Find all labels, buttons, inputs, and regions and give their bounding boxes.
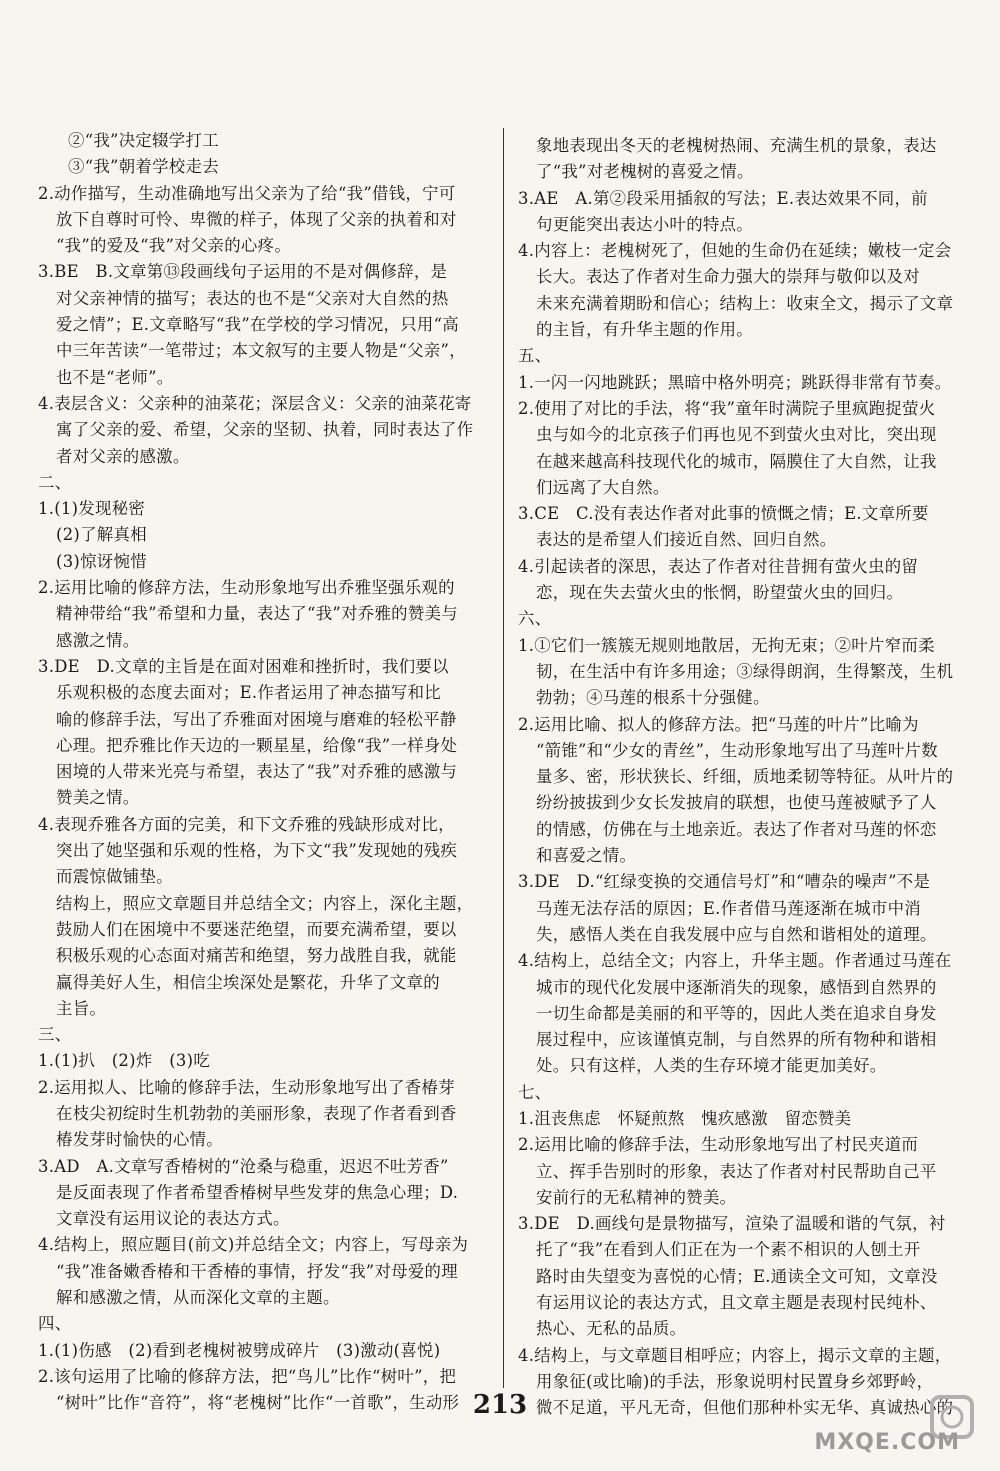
right-text-line: 4.引起读者的深思，表达了作者对往昔拥有萤火虫的留 xyxy=(518,556,919,576)
watermark-text: MXQE.COM xyxy=(814,1430,960,1455)
right-text-line: 微不足道，平凡无奇，但他们那种朴实无华、真诚热心的 xyxy=(536,1398,954,1418)
left-text-line: 放下自尊时可怜、卑微的样子，体现了父亲的执着和对 xyxy=(56,209,457,229)
left-text-line: 1.(1)扒 (2)炸 (3)吃 xyxy=(38,1051,211,1071)
left-text-line: 也不是“老师”。 xyxy=(56,367,174,387)
right-text-line: 1.一闪一闪地跳跃；黑暗中格外明亮；跳跃得非常有节奏。 xyxy=(518,372,952,392)
left-text-line: 积极乐观的心态面对痛苦和绝望，努力战胜自我，就能 xyxy=(56,946,457,966)
left-text-line: 2.该句运用了比喻的修辞方法，把“鸟儿”比作“树叶”，把 xyxy=(38,1366,457,1386)
right-text-line: 马莲无法存活的原因；E.作者借马莲逐渐在城市中消 xyxy=(536,898,921,918)
right-text-line: 处。只有这样，人类的生存环境才能更加美好。 xyxy=(536,1056,887,1076)
left-text-line: 乐观积极的态度去面对；E.作者运用了神态描写和比 xyxy=(56,683,441,703)
right-text-line: 4.结构上，总结全文；内容上，升华主题。作者通过马莲在 xyxy=(518,951,952,971)
right-text-line: 了“我”对老槐树的喜爱之情。 xyxy=(536,162,754,182)
left-text-line: 3.AD A.文章写香椿树的“沧桑与稳重，迟迟不吐芳香” xyxy=(38,1156,449,1176)
left-text-line: 1.(1)伤感 (2)看到老槐树被劈成碎片 (3)激动(喜悦) xyxy=(38,1340,441,1360)
right-text-line: 六、 xyxy=(518,609,552,629)
left-text-line: 突出了她坚强和乐观的性格，为下文“我”发现她的残疾 xyxy=(56,841,458,861)
right-text-line: 用象征(或比喻)的手法，形象说明村民置身乡郊野岭， xyxy=(536,1371,934,1391)
left-text-line: 文章没有运用议论的表达方式。 xyxy=(56,1209,290,1229)
right-text-line: 有运用议论的表达方式，且文章主题是表现村民纯朴、 xyxy=(536,1293,937,1313)
right-text-line: 2.运用比喻的修辞手法，生动形象地写出了村民夹道而 xyxy=(518,1135,919,1155)
right-text-line: 3.DE D.画线句是景物描写，渲染了温暖和谐的气氛，衬 xyxy=(518,1214,946,1234)
right-text-line: 表达的是希望人们接近自然、回归自然。 xyxy=(536,530,837,550)
left-text-line: 精神带给“我”希望和力量，表达了“我”对乔雅的赞美与 xyxy=(56,604,458,624)
right-text-line: 勃勃；④马莲的根系十分强健。 xyxy=(536,688,770,708)
right-text-line: 城市的现代化发展中逐渐消失的现象，感悟到自然界的 xyxy=(536,977,937,997)
left-text-line: (2)了解真相 xyxy=(56,525,147,545)
left-text-line: “我”的爱及“我”对父亲的心疼。 xyxy=(56,236,292,256)
left-text-line: ②“我”决定辍学打工 xyxy=(68,131,219,150)
left-text-line: 鼓励人们在困境中不要迷茫绝望，而要充满希望，要以 xyxy=(56,919,457,939)
left-text-line: 二、 xyxy=(38,472,72,492)
right-text-line: 2.使用了对比的手法，将“我”童年时满院子里疯跑捉萤火 xyxy=(518,398,936,418)
left-text-line: 3.DE D.文章的主旨是在面对困难和挫折时，我们要以 xyxy=(38,656,449,676)
left-text-line: 3.BE B.文章第⑬段画线句子运用的不是对偶修辞，是 xyxy=(38,262,448,282)
left-text-line: 主旨。 xyxy=(56,998,107,1018)
left-text-line: 是反面表现了作者希望香椿树早些发芽的焦急心理；D. xyxy=(56,1182,459,1202)
right-text-line: 3.AE A.第②段采用插叙的写法；E.表达效果不同，前 xyxy=(518,188,928,208)
left-text-line: 者对父亲的感激。 xyxy=(56,446,190,466)
left-text-line: 而震惊做铺垫。 xyxy=(56,867,173,887)
left-text-line: 4.表层含义：父亲种的油菜花；深层含义：父亲的油菜花寄 xyxy=(38,393,472,413)
right-text-line: 失，感悟人类在自我发展中应与自然和谐相处的道理。 xyxy=(536,924,937,944)
right-text-line: 们远离了大自然。 xyxy=(536,477,670,497)
left-text-line: “我”准备嫩香椿和干香椿的事情，抒发“我”对母爱的理 xyxy=(56,1261,458,1281)
right-text-line: 立、挥手告别时的形象，表达了作者对村民帮助自己平 xyxy=(536,1161,937,1181)
left-text-line: 对父亲神情的描写；表达的也不是“父亲对大自然的热 xyxy=(56,288,449,308)
page-number: 213 xyxy=(472,1390,528,1420)
right-text-line: 的主旨，有升华主题的作用。 xyxy=(536,320,753,340)
left-text-line: 2.运用拟人、比喻的修辞手法，生动形象地写出了香椿芽 xyxy=(38,1077,455,1097)
right-text-line: 1.①它们一簇簇无规则地散居，无拘无束；②叶片窄而柔 xyxy=(518,635,935,655)
right-text-line: 和喜爱之情。 xyxy=(536,846,637,866)
column-divider xyxy=(503,128,504,1388)
left-text-line: 三、 xyxy=(38,1025,72,1045)
left-text-line: 寓了父亲的爱、希望，父亲的坚韧、执着，同时表达了作 xyxy=(56,420,474,440)
right-text-line: 长大。表达了作者对生命力强大的崇拜与敬仰以及对 xyxy=(536,267,920,287)
left-text-line: 赞美之情。 xyxy=(56,788,140,808)
right-text-line: 五、 xyxy=(518,346,552,366)
right-text-line: 在越来越高科技现代化的城市，隔膜住了大自然，让我 xyxy=(536,451,937,471)
left-text-line: 4.表现乔雅各方面的完美，和下文乔雅的残缺形成对比， xyxy=(38,814,455,834)
right-text-line: 七、 xyxy=(518,1082,552,1102)
watermark-logo xyxy=(782,1389,982,1459)
right-column xyxy=(518,133,980,1422)
right-text-line: 的情感，仿佛在与土地亲近。表达了作者对马莲的怀恋 xyxy=(536,819,937,839)
right-text-line: 量多、密，形状狭长、纤细，质地柔韧等特征。从叶片的 xyxy=(536,767,954,787)
left-text-line: 解和感激之情，从而深化文章的主题。 xyxy=(56,1288,340,1308)
right-text-line: 纷纷披拔到少女长发披肩的联想，也使马莲被赋予了人 xyxy=(536,793,937,813)
left-text-line: 爱之情”；E.文章略写“我”在学校的学习情况，只用“高 xyxy=(56,315,459,335)
left-text-line: 结构上，照应文章题目并总结全文；内容上，深化主题， xyxy=(56,893,474,913)
left-text-line: 2.动作描写，生动准确地写出父亲为了给“我”借钱，宁可 xyxy=(38,183,456,203)
right-text-line: 路时由失望变为喜悦的心情；E.通读全文可知，文章没 xyxy=(536,1266,938,1286)
left-text-line: 困境的人带来光亮与希望，表达了“我”对乔雅的感激与 xyxy=(56,762,458,782)
left-text-line: 中三年苦读”一笔带过；本文叙写的主要人物是“父亲”， xyxy=(56,341,466,361)
left-text-line: 赢得美好人生，相信尘埃深处是繁花，升华了文章的 xyxy=(56,972,440,992)
right-text-line: “箭锥”和“少女的青丝”，生动形象地写出了马莲叶片数 xyxy=(536,740,938,760)
right-text-line: 象地表现出冬天的老槐树热闹、充满生机的景象，表达 xyxy=(536,136,937,155)
right-text-line: 虫与如今的北京孩子们再也见不到萤火虫对比，突出现 xyxy=(536,425,937,445)
right-text-line: 展过程中，应该谨慎克制，与自然界的所有物种和谐相 xyxy=(536,1030,937,1050)
left-text-line: 4.结构上，照应题目(前文)并总结全文；内容上，写母亲为 xyxy=(38,1235,469,1255)
left-text-line: 1.(1)发现秘密 xyxy=(38,499,146,519)
left-text-line: 感激之情。 xyxy=(56,630,140,650)
right-text-line: 韧，在生活中有许多用途；③绿得朗润，生得繁茂，生机 xyxy=(536,661,954,681)
left-text-line: (3)惊讶惋惜 xyxy=(56,551,147,571)
right-text-line: 恋，现在失去萤火虫的怅惘，盼望萤火虫的回归。 xyxy=(536,583,904,603)
left-text-line: ③“我”朝着学校走去 xyxy=(68,157,219,177)
right-text-line: 安前行的无私精神的赞美。 xyxy=(536,1187,737,1207)
right-text-line: 2.运用比喻、拟人的修辞方法。把“马莲的叶片”比喻为 xyxy=(518,714,919,734)
right-text-line: 一切生命都是美丽的和平等的，因此人类在追求自身发 xyxy=(536,1003,937,1023)
left-text-line: 心理。把乔雅比作天边的一颗星星，给像“我”一样身处 xyxy=(56,735,458,755)
left-column xyxy=(38,128,503,1417)
right-text-line: 托了“我”在看到人们正在为一个素不相识的人刨土开 xyxy=(536,1240,921,1260)
left-text-line: 喻的修辞手法，写出了乔雅面对困境与磨难的轻松平静 xyxy=(56,709,457,729)
left-text-line: 在枝尖初绽时生机勃勃的美丽形象，表现了作者看到香 xyxy=(56,1103,457,1123)
right-text-line: 3.DE D.“红绿变换的交通信号灯”和“嘈杂的噪声”不是 xyxy=(518,872,931,892)
left-text-line: 2.运用比喻的修辞方法，生动形象地写出乔雅坚强乐观的 xyxy=(38,578,455,598)
right-text-line: 4.内容上：老槐树死了，但她的生命仍在延续；嫩枝一定会 xyxy=(518,241,952,261)
right-text-line: 3.CE C.没有表达作者对此事的愤慨之情；E.文章所要 xyxy=(518,504,929,524)
right-text-line: 1.沮丧焦虑 怀疑煎熬 愧疚感激 留恋赞美 xyxy=(518,1108,852,1128)
right-text-line: 句更能突出表达小叶的特点。 xyxy=(536,214,753,234)
left-text-line: 椿发芽时愉快的心情。 xyxy=(56,1130,223,1150)
right-text-line: 4.结构上，与文章题目相呼应；内容上，揭示文章的主题， xyxy=(518,1345,952,1365)
right-text-line: 热心、无私的品质。 xyxy=(536,1319,687,1339)
right-text-line: 未来充满着期盼和信心；结构上：收束全文，揭示了文章 xyxy=(536,293,954,313)
left-text-line: “树叶”比作“音符”，将“老槐树”比作“一首歌”，生动形 xyxy=(56,1393,460,1413)
left-text-line: 四、 xyxy=(38,1314,72,1334)
